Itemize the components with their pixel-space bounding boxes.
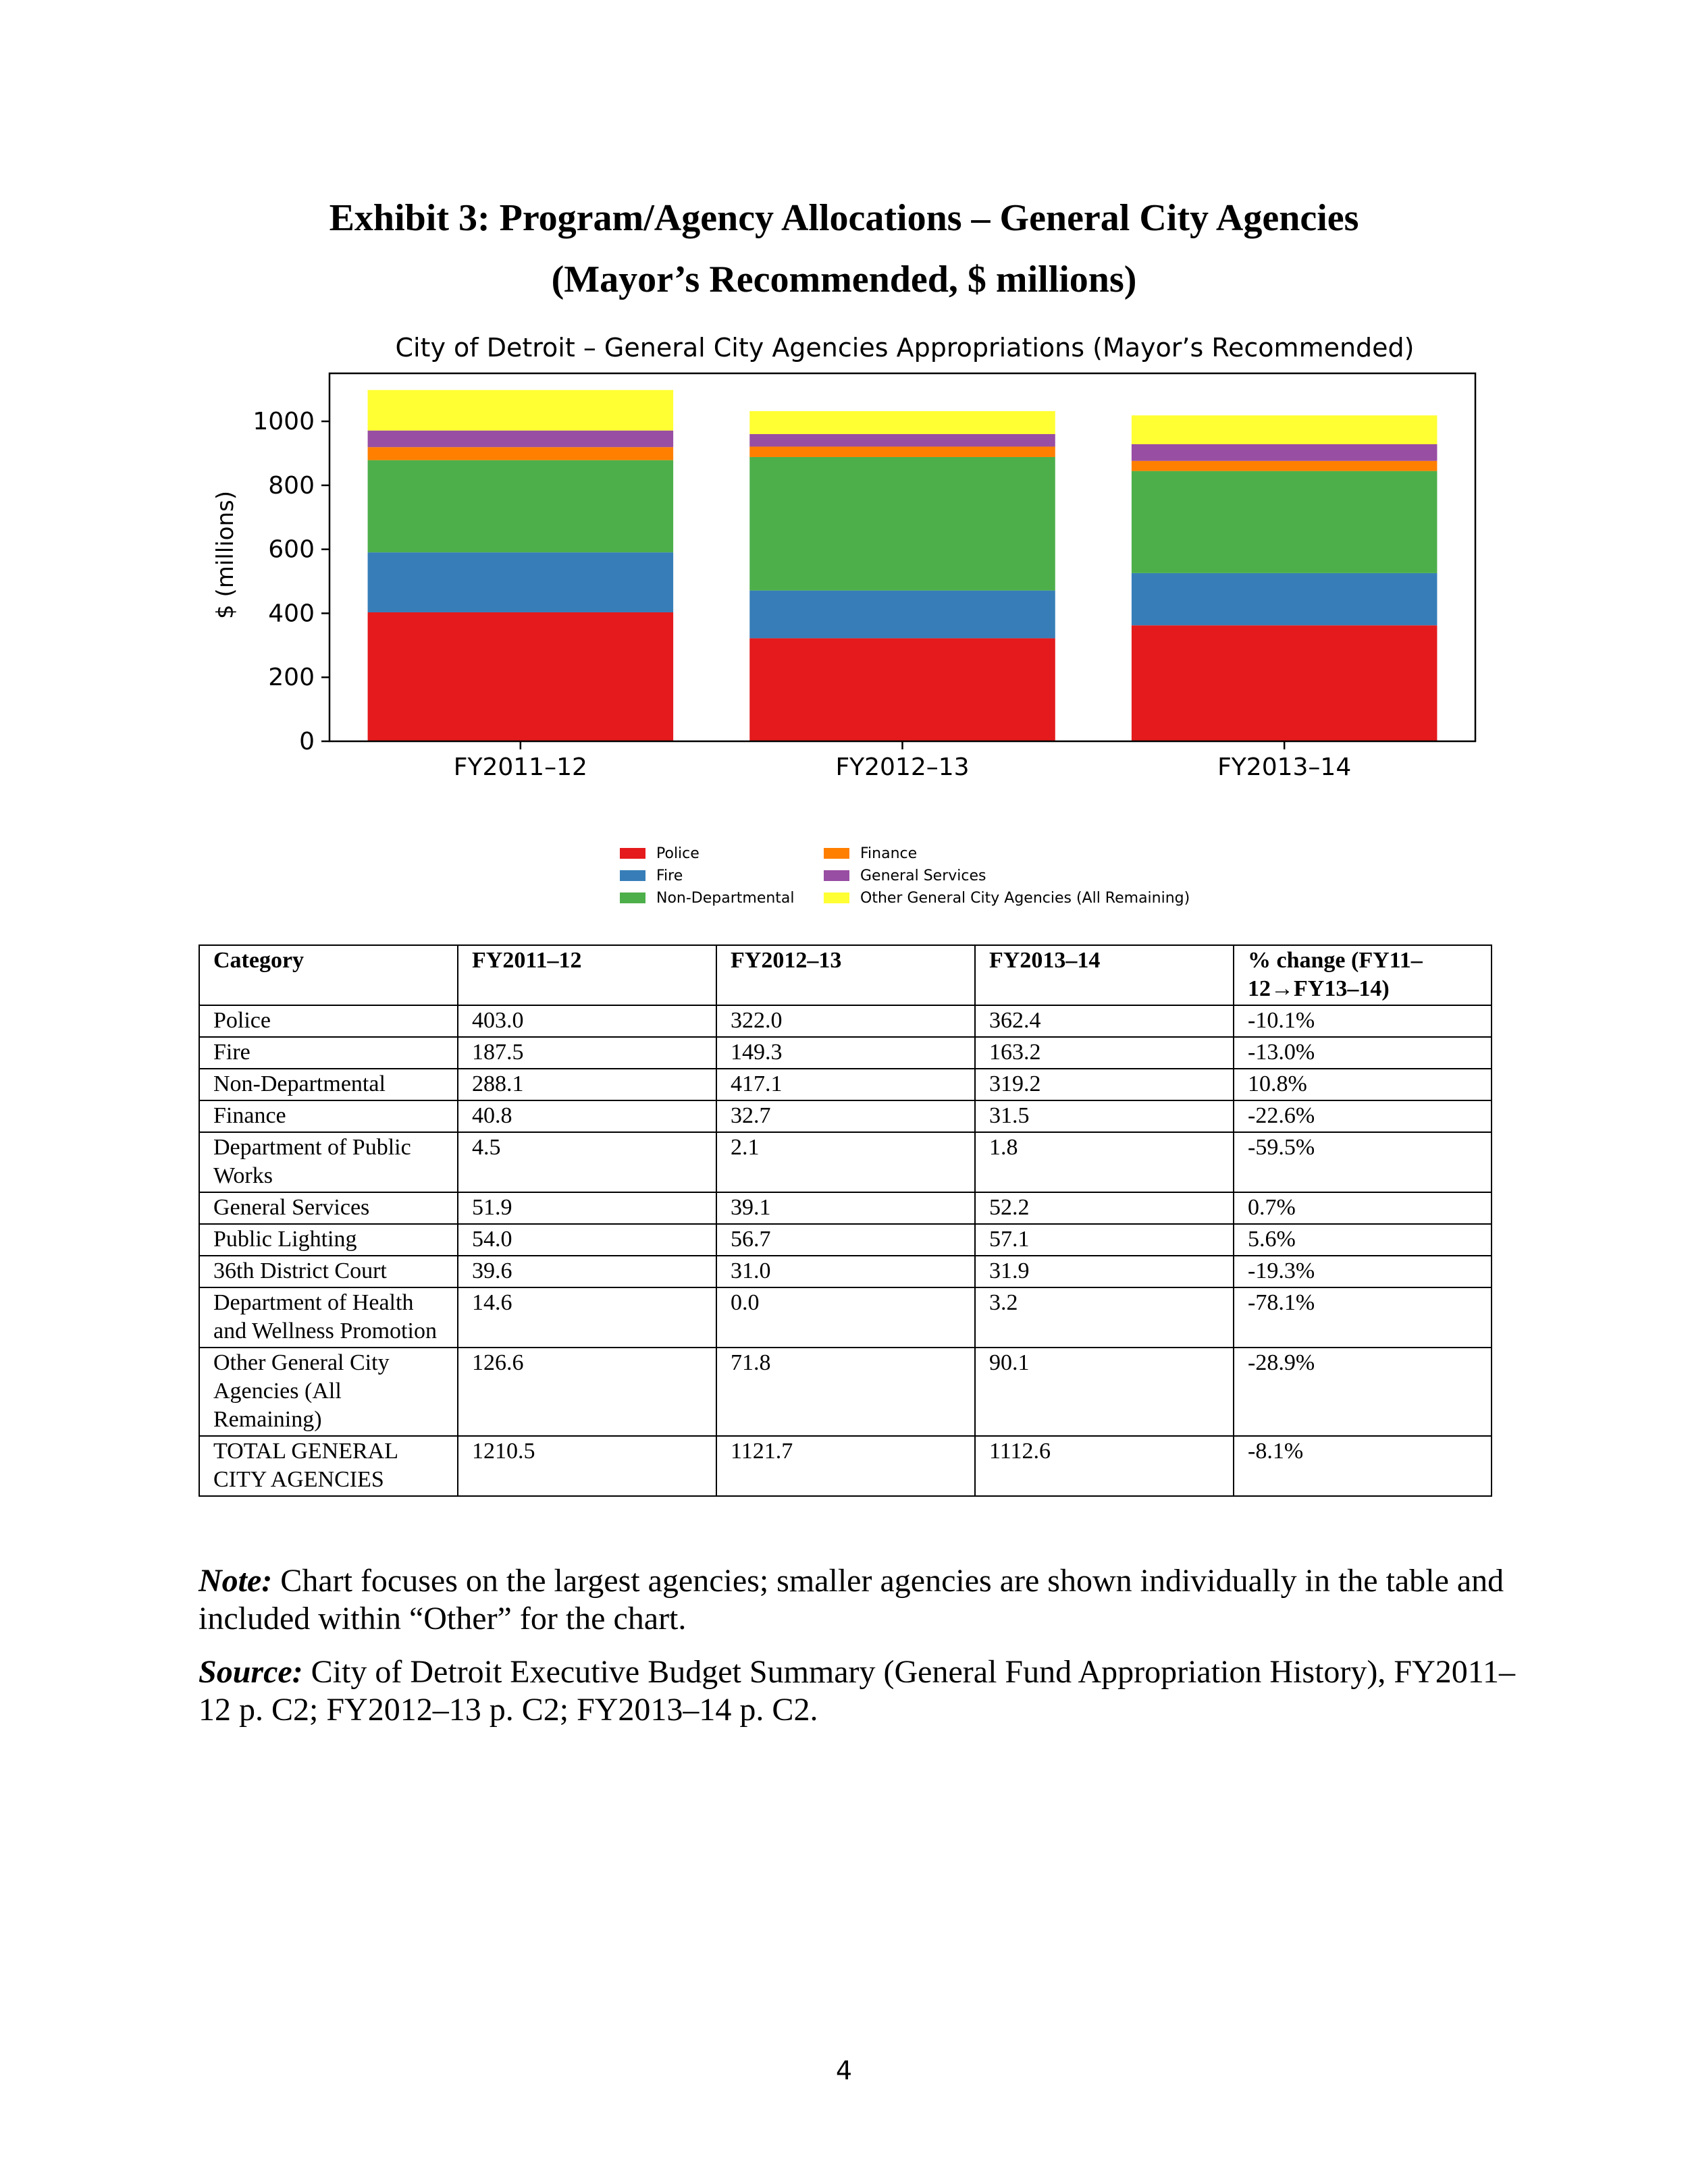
category-cell: Finance [199,1100,458,1132]
value-cell: 32.7 [716,1100,975,1132]
table-row [199,1005,1492,1037]
value-cell: 322.0 [716,1005,975,1037]
value-cell: 319.2 [975,1069,1234,1100]
column-header: Category [199,945,458,1005]
value-cell: 57.1 [975,1224,1234,1256]
value-cell: 90.1 [975,1348,1234,1436]
y-tick-label: 200 [268,664,315,692]
exhibit-subtitle: (Mayor’s Recommended, $ millions) [551,259,1137,300]
value-cell: 126.6 [458,1348,716,1436]
value-cell: 187.5 [458,1037,716,1069]
value-cell: 362.4 [975,1005,1234,1037]
value-cell: 288.1 [458,1069,716,1100]
category-cell: Department of Health and Wellness Promotion [199,1287,458,1348]
bar-segment-non-departmental-1 [368,460,674,553]
bar-segment-other-general-city-agencies-all-remaining-3 [1132,415,1438,444]
value-cell: 56.7 [716,1224,975,1256]
column-header: FY2011–12 [458,945,716,1005]
bar-segment-general-services-1 [368,431,674,448]
value-cell: 1121.7 [716,1436,975,1496]
legend-label: Other General City Agencies (All Remaining) [860,890,1190,907]
value-cell: 2.1 [716,1132,975,1192]
value-cell: -28.9% [1234,1348,1492,1436]
bar-segment-finance-1 [368,447,674,460]
value-cell: 1112.6 [975,1436,1234,1496]
chart-note [199,1562,1515,1638]
value-cell: 4.5 [458,1132,716,1192]
value-cell: -78.1% [1234,1287,1492,1348]
value-cell: 10.8% [1234,1069,1492,1100]
note-label: Note: [199,1563,273,1599]
source-text: City of Detroit Executive Budget Summary (General Fund Appropriation History), FY2011–12 p. C2; FY2012–13 p. C2; FY2013–14 p. C2. [199,1654,1515,1728]
table-row [199,1256,1492,1287]
value-cell: 1210.5 [458,1436,716,1496]
x-tick-label: FY2013–14 [1217,753,1352,781]
bar-segment-police-1 [368,612,674,741]
value-cell: 417.1 [716,1069,975,1100]
value-cell: 1.8 [975,1132,1234,1192]
table-row [199,1224,1492,1256]
bar-segment-police-2 [749,638,1055,741]
legend-swatch [620,870,645,881]
source-citation [199,1653,1515,1729]
value-cell: 0.0 [716,1287,975,1348]
y-tick-label: 1000 [253,408,315,436]
stacked-bar-chart [0,317,1688,925]
bar-segment-general-services-2 [749,434,1055,447]
bar-segment-non-departmental-2 [749,457,1055,591]
value-cell: 14.6 [458,1287,716,1348]
y-axis-label: $ (millions) [212,491,239,619]
bar-segment-police-3 [1132,625,1438,741]
value-cell: -22.6% [1234,1100,1492,1132]
bar-segment-non-departmental-3 [1132,471,1438,573]
table-row [199,1132,1492,1192]
table-row [199,1287,1492,1348]
bar-segment-finance-2 [749,446,1055,456]
category-cell: Public Lighting [199,1224,458,1256]
x-tick-label: FY2012–13 [835,753,970,781]
chart-title: City of Detroit – General City Agencies Appropriations (Mayor’s Recommended) [395,333,1415,363]
column-header: FY2012–13 [716,945,975,1005]
value-cell: 40.8 [458,1100,716,1132]
value-cell: 51.9 [458,1192,716,1224]
value-cell: 52.2 [975,1192,1234,1224]
value-cell: 31.0 [716,1256,975,1287]
note-text: Chart focuses on the largest agencies; smaller agencies are shown individually in the table and included within “Other” for the chart. [199,1563,1504,1636]
source-label: Source: [199,1654,303,1690]
category-cell: 36th District Court [199,1256,458,1287]
legend-swatch [824,848,849,859]
bar-segment-finance-3 [1132,461,1438,471]
legend-swatch [824,870,849,881]
table-row [199,1192,1492,1224]
legend-swatch [620,893,645,903]
allocation-table [199,944,1492,1497]
legend-label: General Services [860,868,986,884]
value-cell: -10.1% [1234,1005,1492,1037]
category-cell: Other General City Agencies (All Remaining) [199,1348,458,1436]
bar-segment-fire-1 [368,552,674,612]
value-cell: 31.5 [975,1100,1234,1132]
column-header: FY2013–14 [975,945,1234,1005]
category-cell: Fire [199,1037,458,1069]
value-cell: 71.8 [716,1348,975,1436]
legend-label: Finance [860,845,918,862]
legend-swatch [824,893,849,903]
category-cell: Police [199,1005,458,1037]
value-cell: 3.2 [975,1287,1234,1348]
column-header: % change (FY11–12→FY13–14) [1234,945,1492,1005]
y-tick-label: 600 [268,535,315,564]
value-cell: -8.1% [1234,1436,1492,1496]
value-cell: -13.0% [1234,1037,1492,1069]
category-cell: TOTAL GENERAL CITY AGENCIES [199,1436,458,1496]
table-row [199,1436,1492,1496]
x-tick-label: FY2011–12 [453,753,587,781]
value-cell: 5.6% [1234,1224,1492,1256]
table-row [199,1348,1492,1436]
legend-label: Police [656,845,700,862]
bar-segment-fire-2 [749,591,1055,639]
value-cell: 163.2 [975,1037,1234,1069]
value-cell: -59.5% [1234,1132,1492,1192]
legend-swatch [620,848,645,859]
legend-label: Non-Departmental [656,890,795,907]
value-cell: 149.3 [716,1037,975,1069]
y-tick-label: 400 [268,600,315,628]
table-row [199,1069,1492,1100]
category-cell: Non-Departmental [199,1069,458,1100]
bar-segment-general-services-3 [1132,444,1438,461]
value-cell: 31.9 [975,1256,1234,1287]
exhibit-title: Exhibit 3: Program/Agency Allocations – General City Agencies [329,197,1359,239]
value-cell: -19.3% [1234,1256,1492,1287]
table-row [199,1037,1492,1069]
value-cell: 0.7% [1234,1192,1492,1224]
table-row [199,1100,1492,1132]
bar-segment-fire-3 [1132,573,1438,625]
table-header-row [199,945,1492,1005]
legend-label: Fire [656,868,683,884]
value-cell: 54.0 [458,1224,716,1256]
category-cell: General Services [199,1192,458,1224]
value-cell: 39.6 [458,1256,716,1287]
bar-segment-other-general-city-agencies-all-remaining-1 [368,390,674,431]
bar-segment-other-general-city-agencies-all-remaining-2 [749,411,1055,434]
page-number: 4 [835,2056,853,2085]
y-tick-label: 0 [299,728,315,755]
value-cell: 403.0 [458,1005,716,1037]
category-cell: Department of Public Works [199,1132,458,1192]
value-cell: 39.1 [716,1192,975,1224]
y-tick-label: 800 [268,471,315,500]
